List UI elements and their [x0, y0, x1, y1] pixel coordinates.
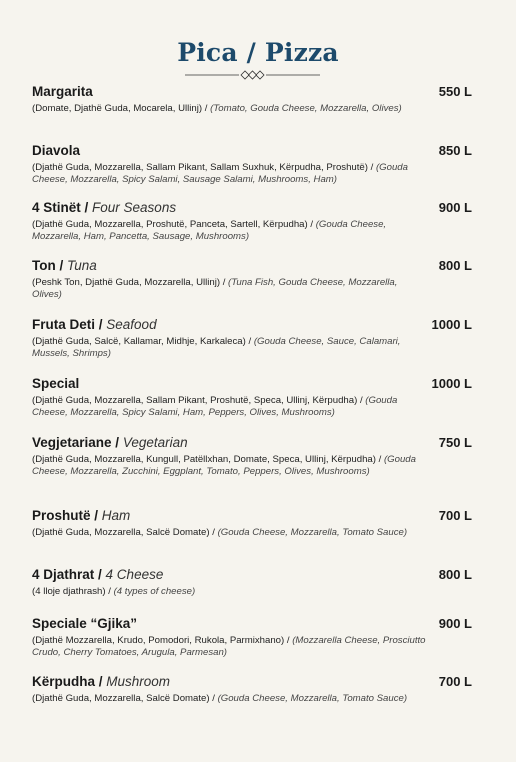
item-description [32, 103, 427, 115]
item-description [32, 527, 427, 539]
item-name [32, 258, 97, 274]
menu-item [32, 567, 472, 598]
menu-item [32, 616, 472, 659]
item-price: 700 L [438, 674, 472, 689]
item-head [32, 317, 472, 333]
item-price: 850 L [438, 143, 472, 158]
item-price: 900 L [438, 200, 472, 215]
item-description-al: (Djathë Guda, Mozzarella, Salcë Domate) / [32, 527, 218, 538]
item-description-al: (Djathë Guda, Mozzarella, Sallam Pikant, Sallam Suxhuk, Kërpudha, Proshutë) / [32, 162, 376, 173]
item-price: 550 L [438, 84, 472, 99]
item-name-al: Margarita [32, 84, 93, 99]
item-description-al: (Djathë Guda, Mozzarella, Salcë Domate) / [32, 693, 218, 704]
item-description [32, 162, 427, 186]
item-name-en: Four Seasons [92, 200, 177, 215]
item-name [32, 616, 137, 632]
item-name [32, 435, 188, 451]
item-description-en: (Gouda Cheese, Mozzarella, Spicy Salami, Sausage Salami, Mushrooms, Ham) [32, 162, 408, 185]
item-description [32, 454, 427, 478]
item-name-al: Speciale “Gjika” [32, 616, 138, 631]
menu-item [32, 435, 472, 478]
item-name-al: Ton [32, 258, 56, 273]
item-name-al: 4 Stinët [32, 200, 81, 215]
item-name-en: Vegetarian [122, 435, 188, 450]
item-head [32, 258, 472, 274]
item-name-en: 4 Cheese [105, 567, 164, 582]
item-price: 800 L [438, 258, 472, 273]
item-description-en: (Gouda Cheese, Mozzarella, Spicy Salami, Ham, Peppers, Olives, Mushrooms) [32, 395, 398, 418]
item-price: 800 L [438, 567, 472, 582]
menu-item [32, 200, 472, 243]
item-name-al: Vegjetariane [32, 435, 112, 450]
item-name-en: Ham [101, 508, 131, 523]
item-name-separator: / [95, 317, 107, 332]
item-name-separator: / [94, 567, 106, 582]
item-name-al: Proshutë [32, 508, 91, 523]
item-name [32, 84, 93, 100]
item-head [32, 435, 472, 451]
item-name-en: Mushroom [106, 674, 171, 689]
menu-item [32, 84, 472, 115]
item-description-en: (4 types of cheese) [113, 586, 196, 597]
item-price: 700 L [438, 508, 472, 523]
item-price: 750 L [438, 435, 472, 450]
menu-item [32, 376, 472, 419]
item-description-al: (Djathë Guda, Mozzarella, Kungull, Patëllxhan, Domate, Speca, Ullinj, Kërpudha) / [32, 454, 384, 465]
item-name-separator: / [55, 258, 68, 273]
item-description-en: (Tomato, Gouda Cheese, Mozzarella, Olives) [210, 103, 402, 114]
item-description [32, 395, 427, 419]
item-head [32, 674, 472, 690]
item-description-al: (Djathë Mozzarella, Krudo, Pomodori, Rukola, Parmixhano) / [32, 635, 293, 646]
item-description-en: (Gouda Cheese, Mozzarella, Tomato Sauce) [217, 693, 408, 704]
item-head [32, 616, 472, 632]
item-head [32, 84, 472, 100]
item-head [32, 200, 472, 216]
item-name-al: Special [32, 376, 80, 391]
item-name-separator: / [95, 674, 107, 689]
item-name [32, 508, 130, 524]
item-price: 1000 L [431, 376, 472, 391]
item-name [32, 376, 79, 392]
item-name [32, 567, 163, 583]
menu-header [0, 38, 516, 68]
item-name [32, 143, 80, 159]
item-name-en: Tuna [67, 258, 97, 273]
item-description-al: (Peshk Ton, Djathë Guda, Mozzarella, Ullinj) / [32, 277, 229, 288]
item-description [32, 586, 427, 598]
item-description-al: (Djathë Guda, Mozzarella, Sallam Pikant, Proshutë, Speca, Ullinj, Kërpudha) / [32, 395, 366, 406]
item-name-separator: / [90, 508, 102, 523]
menu-item [32, 674, 472, 705]
item-description-al: (Djathë Guda, Salcë, Kallamar, Midhje, Karkaleca) / [32, 336, 254, 347]
item-description-al: (Domate, Djathë Guda, Mocarela, Ullinj) / [32, 103, 211, 114]
item-description [32, 693, 427, 705]
item-name-al: Fruta Deti [32, 317, 96, 332]
item-description [32, 336, 427, 360]
item-description [32, 219, 427, 243]
item-description-en: (Gouda Cheese, Mozzarella, Zucchini, Eggplant, Tomato, Peppers, Olives, Mushrooms) [32, 454, 416, 477]
item-price: 900 L [438, 616, 472, 631]
item-description-en: (Gouda Cheese, Mozzarella, Tomato Sauce) [217, 527, 408, 538]
item-name-en: Seafood [106, 317, 157, 332]
item-description-en: (Gouda Cheese, Sauce, Calamari, Mussels, Shrimps) [32, 336, 401, 359]
item-name [32, 674, 170, 690]
item-name-al: 4 Djathrat [32, 567, 95, 582]
item-description-al: (4 lloje djathrash) / [32, 586, 114, 597]
item-description-en: (Gouda Cheese, Mozzarella, Ham, Pancetta, Sausage, Mushrooms) [32, 219, 387, 242]
ornament-divider [185, 68, 320, 82]
item-description-al: (Djathë Guda, Mozzarella, Proshutë, Panceta, Sartell, Kërpudha) / [32, 219, 316, 230]
page-title: Pica / Pizza [177, 38, 339, 67]
item-head [32, 567, 472, 583]
menu-item [32, 143, 472, 186]
item-name-separator: / [80, 200, 93, 215]
item-description [32, 277, 427, 301]
item-name-al: Diavola [32, 143, 81, 158]
item-name-separator: / [111, 435, 123, 450]
item-name-al: Kërpudha [32, 674, 96, 689]
menu-item [32, 508, 472, 539]
item-name [32, 317, 157, 333]
item-description-en: (Mozzarella Cheese, Prosciutto Crudo, Cherry Tomatoes, Arugula, Parmesan) [32, 635, 426, 658]
item-description-en: (Tuna Fish, Gouda Cheese, Mozzarella, Olives) [32, 277, 398, 300]
item-description [32, 635, 427, 659]
item-head [32, 508, 472, 524]
menu-item [32, 317, 472, 360]
item-head [32, 376, 472, 392]
item-price: 1000 L [431, 317, 472, 332]
item-head [32, 143, 472, 159]
item-name [32, 200, 176, 216]
menu-item [32, 258, 472, 301]
